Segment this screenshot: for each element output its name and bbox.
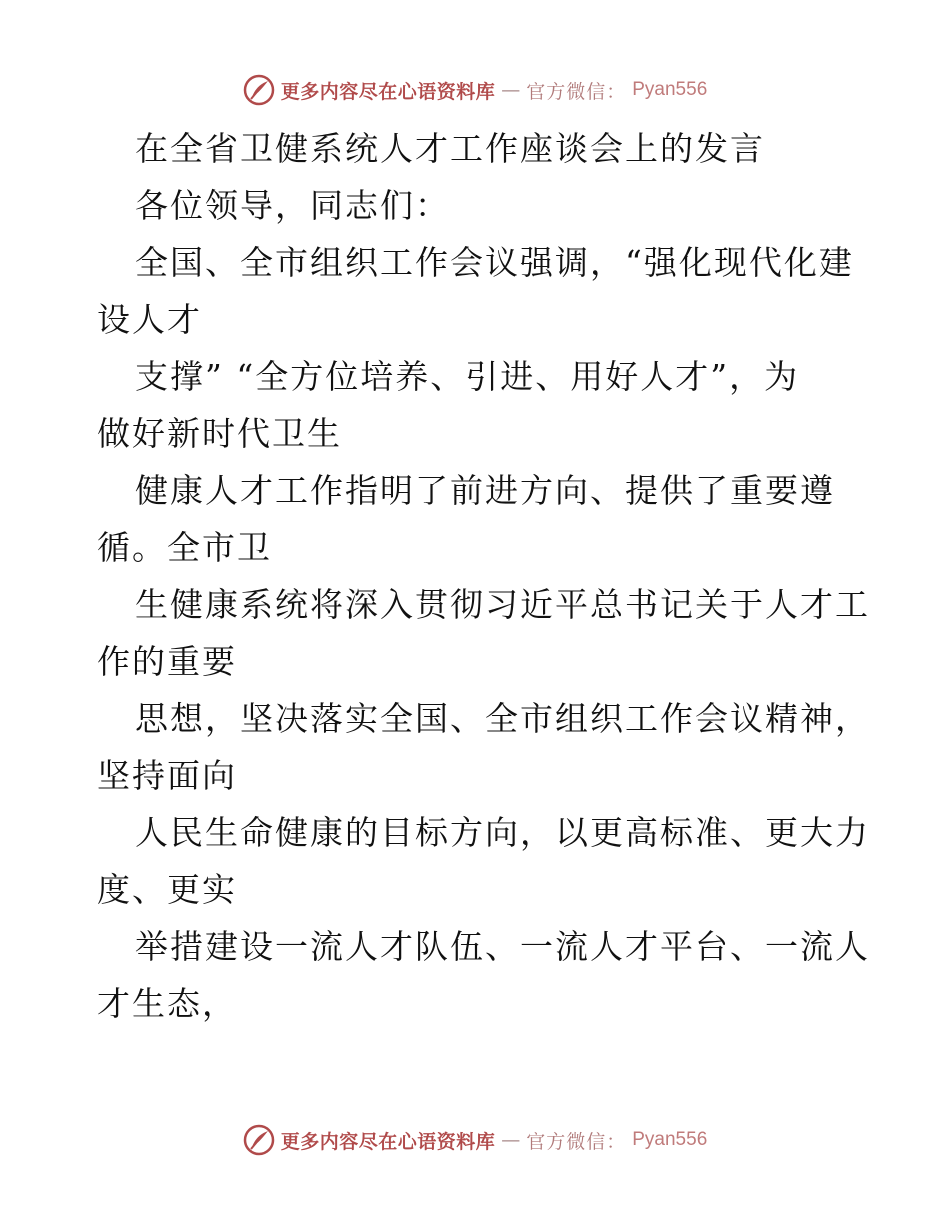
banner-separator: —: [501, 1129, 521, 1151]
header-watermark-banner: [0, 70, 950, 110]
paragraph-line: 度、更实: [97, 870, 237, 909]
document-salutation: 各位领导，同志们：: [135, 186, 450, 225]
paragraph-line: 支撑” “全方位培养、引进、用好人才”，为: [135, 357, 800, 396]
banner-wechat-label: 官方微信：: [526, 80, 627, 103]
banner-wechat-id: Pyan556: [632, 79, 708, 100]
paragraph-line: 全国、全市组织工作会议强调，“强化现代化建: [135, 243, 854, 282]
feather-pen-logo-icon: [243, 1124, 275, 1156]
paragraph-line: 生健康系统将深入贯彻习近平总书记关于人才工: [135, 585, 870, 624]
paragraph-line: 思想，坚决落实全国、全市组织工作会议精神，: [135, 699, 870, 738]
feather-pen-logo-icon: [243, 74, 275, 106]
paragraph-line: 才生态，: [97, 984, 237, 1023]
paragraph-line: 坚持面向: [97, 756, 237, 795]
banner-wechat-id: Pyan556: [632, 1129, 708, 1150]
paragraph-line: 作的重要: [97, 642, 237, 681]
banner-slogan: 更多内容尽在心语资料库: [280, 1130, 496, 1153]
document-body: [97, 120, 870, 1032]
document-title: 在全省卫健系统人才工作座谈会上的发言: [135, 129, 765, 168]
paragraph-line: 人民生命健康的目标方向，以更高标准、更大力: [135, 813, 870, 852]
footer-watermark-banner: [0, 1120, 950, 1160]
banner-separator: —: [501, 79, 521, 101]
paragraph-line: 循。全市卫: [97, 528, 272, 567]
paragraph-line: 设人才: [97, 300, 202, 339]
paragraph-line: 健康人才工作指明了前进方向、提供了重要遵: [135, 471, 835, 510]
banner-wechat-label: 官方微信：: [526, 1130, 627, 1153]
banner-slogan: 更多内容尽在心语资料库: [280, 80, 496, 103]
paragraph-line: 举措建设一流人才队伍、一流人才平台、一流人: [135, 927, 870, 966]
paragraph-line: 做好新时代卫生: [97, 414, 342, 453]
